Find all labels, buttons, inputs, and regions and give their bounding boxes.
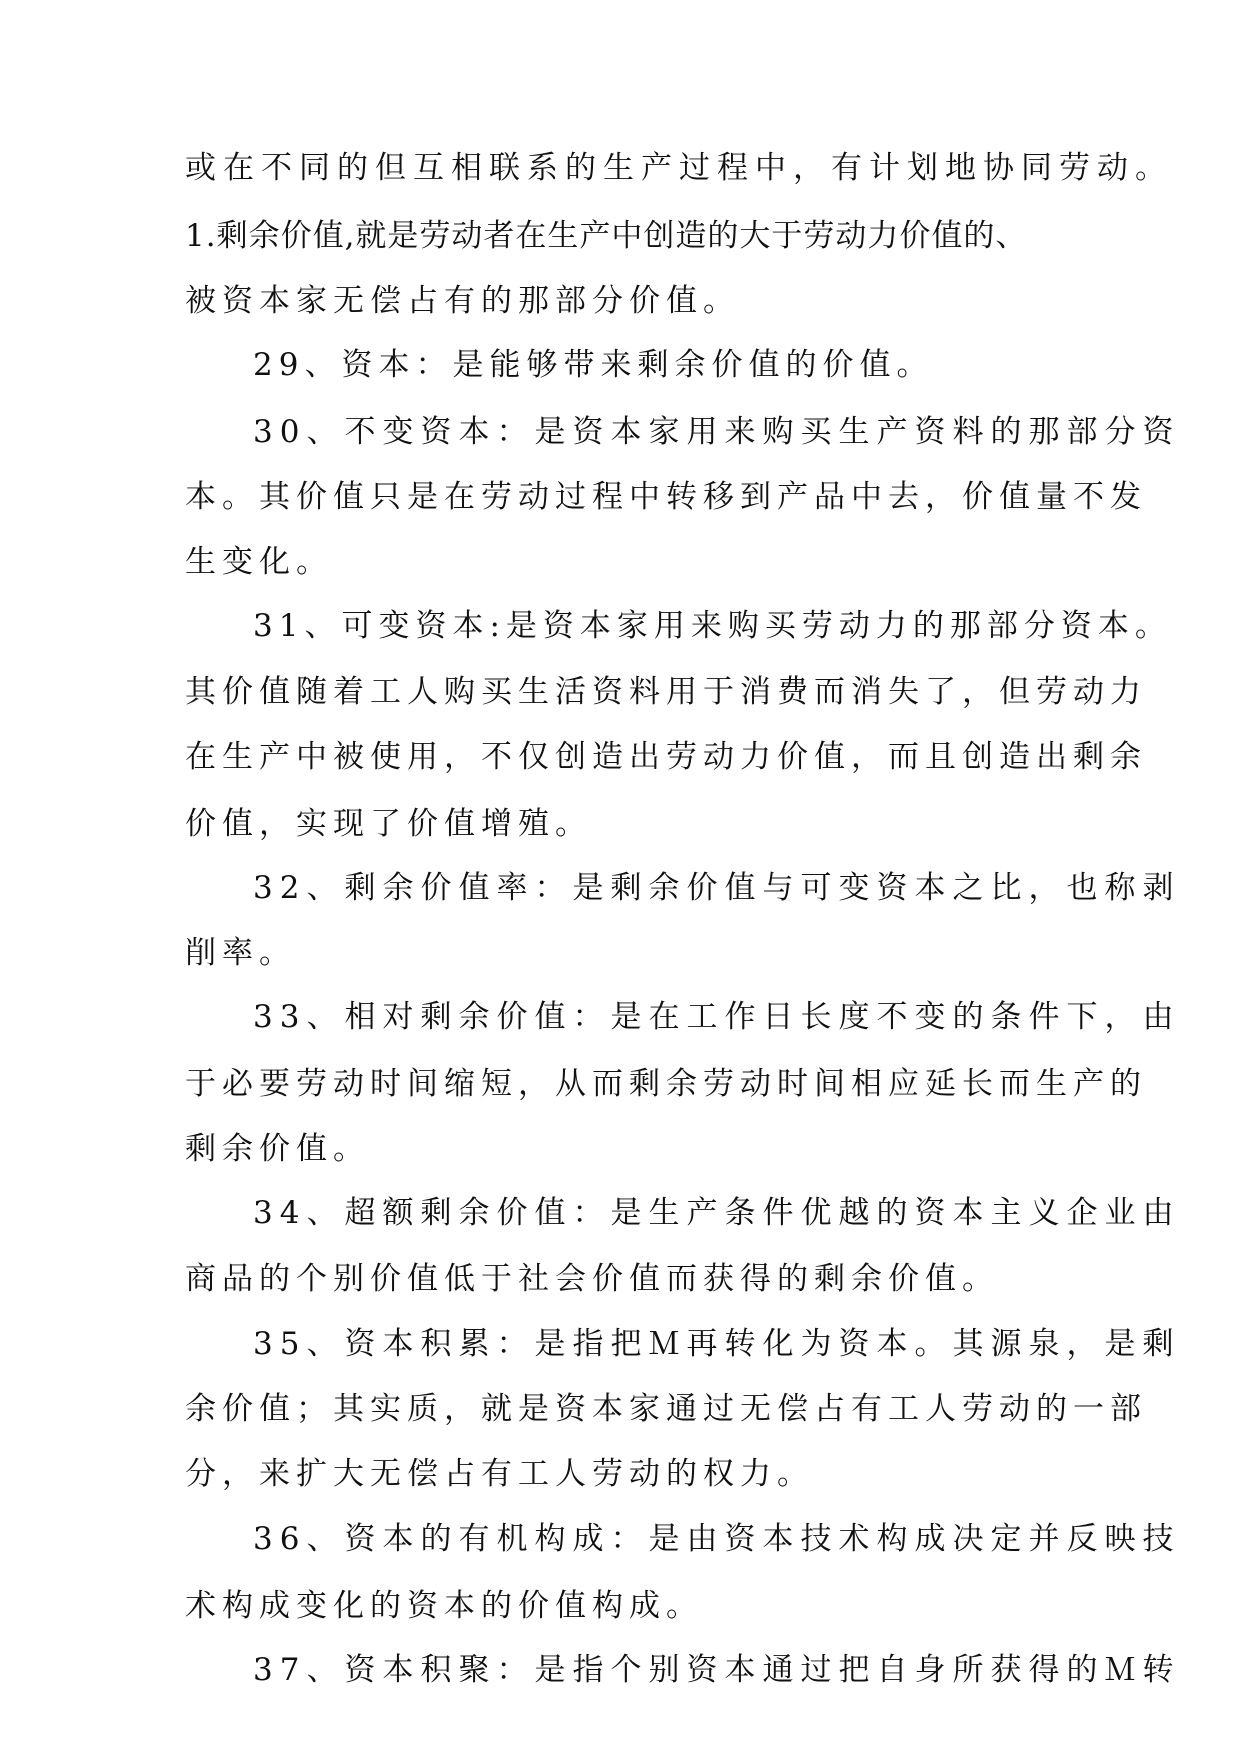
text-line: 商品的个别价值低于社会价值而获得的剩余价值。 xyxy=(185,1261,999,1297)
text-line: 在生产中被使用，不仅创造出劳动力价值，而且创造出剩余 xyxy=(185,739,1147,775)
text-line: 31、可变资本:是资本家用来购买劳动力的那部分资本。 xyxy=(253,608,1172,644)
text-line: 36、资本的有机构成：是由资本技术构成决定并反映技 xyxy=(253,1521,1181,1557)
text-line: 1.剩余价值,就是劳动者在生产中创造的大于劳动力价值的、 xyxy=(185,218,1028,254)
text-line: 29、资本：是能够带来剩余价值的价值。 xyxy=(253,347,934,383)
text-line: 32、剩余价值率：是剩余价值与可变资本之比，也称剥 xyxy=(253,870,1181,906)
text-line: 33、相对剩余价值：是在工作日长度不变的条件下，由 xyxy=(253,999,1181,1035)
text-line: 37、资本积聚：是指个别资本通过把自身所获得的Ｍ转 xyxy=(253,1652,1181,1688)
text-line: 35、资本积累：是指把Ｍ再转化为资本。其源泉，是剩 xyxy=(253,1326,1181,1362)
text-line: 被资本家无偿占有的那部分价值。 xyxy=(185,283,740,319)
text-line: 其价值随着工人购买生活资料用于消费而消失了，但劳动力 xyxy=(185,674,1147,710)
text-line: 或在不同的但互相联系的生产过程中，有计划地协同劳动。 xyxy=(185,150,1173,186)
text-line: 分，来扩大无偿占有工人劳动的权力。 xyxy=(185,1456,814,1492)
text-line: 于必要劳动时间缩短，从而剩余劳动时间相应延长而生产的 xyxy=(185,1066,1147,1102)
text-line: 34、超额剩余价值：是生产条件优越的资本主义企业由 xyxy=(253,1195,1181,1231)
text-line: 术构成变化的资本的价值构成。 xyxy=(185,1588,703,1624)
text-line: 剩余价值。 xyxy=(185,1131,370,1167)
text-line: 价值，实现了价值增殖。 xyxy=(185,806,592,842)
text-line: 削率。 xyxy=(185,935,296,971)
text-line: 余价值；其实质，就是资本家通过无偿占有工人劳动的一部 xyxy=(185,1391,1147,1427)
text-line: 30、不变资本：是资本家用来购买生产资料的那部分资 xyxy=(253,414,1181,450)
text-line: 本。其价值只是在劳动过程中转移到产品中去，价值量不发 xyxy=(185,479,1147,515)
text-line: 生变化。 xyxy=(185,544,333,580)
